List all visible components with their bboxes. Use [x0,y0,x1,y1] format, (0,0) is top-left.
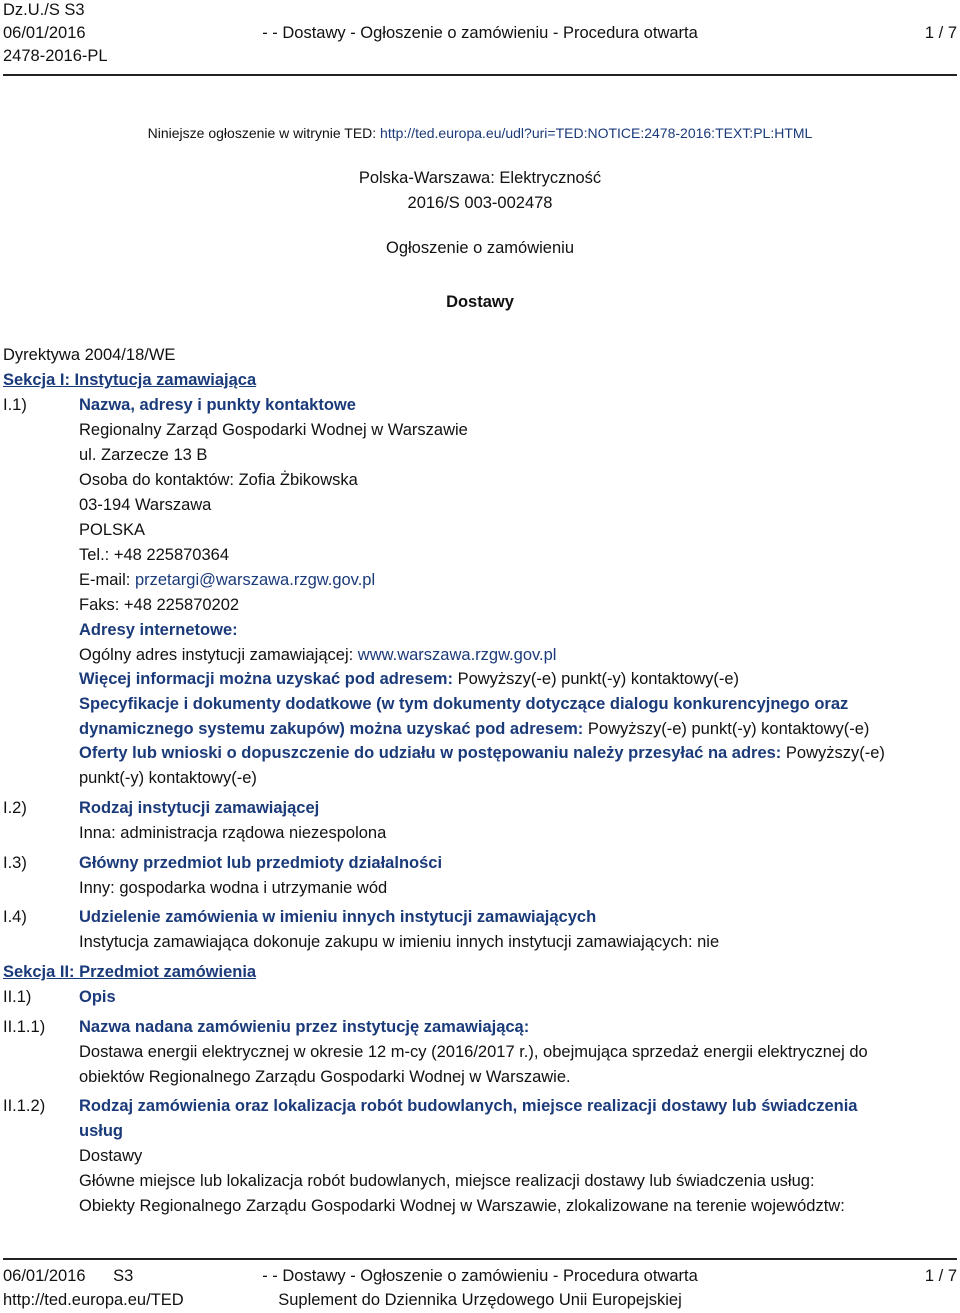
ted-notice [0,121,960,146]
header-ref: 2478-2016-PL [3,47,108,65]
ted-notice-link[interactable]: http://ted.europa.eu/udl?uri=TED:NOTICE:2478-2016:TEXT:PL:HTML [380,125,813,141]
i3-number: I.3) [3,854,27,872]
i1-heading: Nazwa, adresy i punkty kontaktowe [79,396,356,414]
offers-value-1: Powyższy(-e) [785,744,885,762]
ii12-type: Dostawy [79,1147,143,1165]
ii11-heading: Nazwa nadana zamówieniu przez instytucję zamawiającą: [79,1018,530,1036]
ii12-place-label: Główne miejsce lub lokalizacja robót budowlanych, miejsce realizacji dostawy lub świadczenia usług: [79,1172,815,1190]
org-name: Regionalny Zarząd Gospodarki Wodnej w Warszawie [79,421,468,439]
more-info-value: Powyższy(-e) punkt(-y) kontaktowy(-e) [457,670,740,688]
ii1-heading: Opis [79,988,116,1006]
contact-person: Osoba do kontaktów: Zofia Żbikowska [79,471,358,489]
i3-heading: Główny przedmiot lub przedmioty działalności [79,854,443,872]
offers-value-2: punkt(-y) kontaktowy(-e) [79,769,257,787]
notice-category: Dostawy [446,293,514,311]
section-1-heading: Sekcja I: Instytucja zamawiająca [3,371,257,389]
fax: Faks: +48 225870202 [79,596,240,614]
city: 03-194 Warszawa [79,496,212,514]
more-info [79,667,739,692]
i2-number: I.2) [3,799,27,817]
email-label: E-mail: [79,571,131,589]
notice-place: Polska-Warszawa: Elektryczność [358,169,602,187]
web-line [79,643,556,668]
footer-series: S3 [113,1267,134,1285]
directive: Dyrektywa 2004/18/WE [3,346,176,364]
section-2-heading: Sekcja II: Przedmiot zamówienia [3,963,257,981]
header-date: 06/01/2016 [3,24,86,42]
offers-line-1 [79,741,885,766]
ii12-place-text: Obiekty Regionalnego Zarządu Gospodarki Wodnej w Warszawie, zlokalizowane na terenie województw: [79,1197,845,1215]
ii11-number: II.1.1) [3,1018,46,1036]
i4-heading: Udzielenie zamówienia w imieniu innych instytucji zamawiających [79,908,597,926]
more-info-label: Więcej informacji można uzyskać pod adresem: [79,670,453,688]
ii11-text-2: obiektów Regionalnego Zarządu Gospodarki Wodnej w Warszawie. [79,1068,571,1086]
header-title: - - Dostawy - Ogłoszenie o zamówieniu - Procedura otwarta [262,24,698,42]
notice-number: 2016/S 003-002478 [407,194,553,212]
notice-type: Ogłoszenie o zamówieniu [385,239,575,257]
footer-supplement: Suplement do Dziennika Urzędowego Unii Europejskiej [278,1291,682,1309]
web-label: Ogólny adres instytucji zamawiającej: [79,646,354,664]
spec-label-1: Specyfikacje i dokumenty dodatkowe (w tym dokumenty dotyczące dialogu konkurencyjnego oraz [79,695,849,713]
journal-ref: Dz.U./S S3 [3,1,85,19]
ii12-number: II.1.2) [3,1097,46,1115]
footer-title: - - Dostawy - Ogłoszenie o zamówieniu - Procedura otwarta [262,1267,698,1285]
ii11-text-1: Dostawa energii elektrycznej w okresie 12 m-cy (2016/2017 r.), obejmująca sprzedaż energii elektrycznej do [79,1043,868,1061]
i1-number: I.1) [3,396,27,414]
i2-text: Inna: administracja rządowa niezespolona [79,824,387,842]
country: POLSKA [79,521,146,539]
ii1-number: II.1) [3,988,32,1006]
page-header [3,0,957,76]
notice-prefix: Niniejsze ogłoszenie w witrynie TED: [147,125,377,141]
spec-line-2 [79,717,869,742]
web-link[interactable]: www.warszawa.rzgw.gov.pl [357,646,557,664]
telephone: Tel.: +48 225870364 [79,546,230,564]
footer-date: 06/01/2016 [3,1267,86,1285]
footer-ted-link[interactable]: http://ted.europa.eu/TED [3,1291,184,1309]
ii12-heading-1: Rodzaj zamówienia oraz lokalizacja robót budowlanych, miejsce realizacji dostawy lub świadczenia [79,1097,858,1115]
email-link[interactable]: przetargi@warszawa.rzgw.gov.pl [134,571,376,589]
page-footer [3,1258,957,1313]
ii12-heading-2: usług [79,1122,123,1140]
street: ul. Zarzecze 13 B [79,446,208,464]
i4-number: I.4) [3,908,27,926]
header-page: 1 / 7 [924,24,957,42]
i4-text: Instytucja zamawiająca dokonuje zakupu w imieniu innych instytucji zamawiających: nie [79,933,720,951]
footer-page: 1 / 7 [924,1267,957,1285]
email-line [79,568,375,593]
web-heading: Adresy internetowe: [79,621,238,639]
spec-label-2: dynamicznego systemu zakupów) można uzyskać pod adresem: [79,720,584,738]
i3-text: Inny: gospodarka wodna i utrzymanie wód [79,879,388,897]
i2-heading: Rodzaj instytucji zamawiającej [79,799,320,817]
offers-label: Oferty lub wnioski o dopuszczenie do udziału w postępowaniu należy przesyłać na adres: [79,744,782,762]
spec-value: Powyższy(-e) punkt(-y) kontaktowy(-e) [587,720,870,738]
